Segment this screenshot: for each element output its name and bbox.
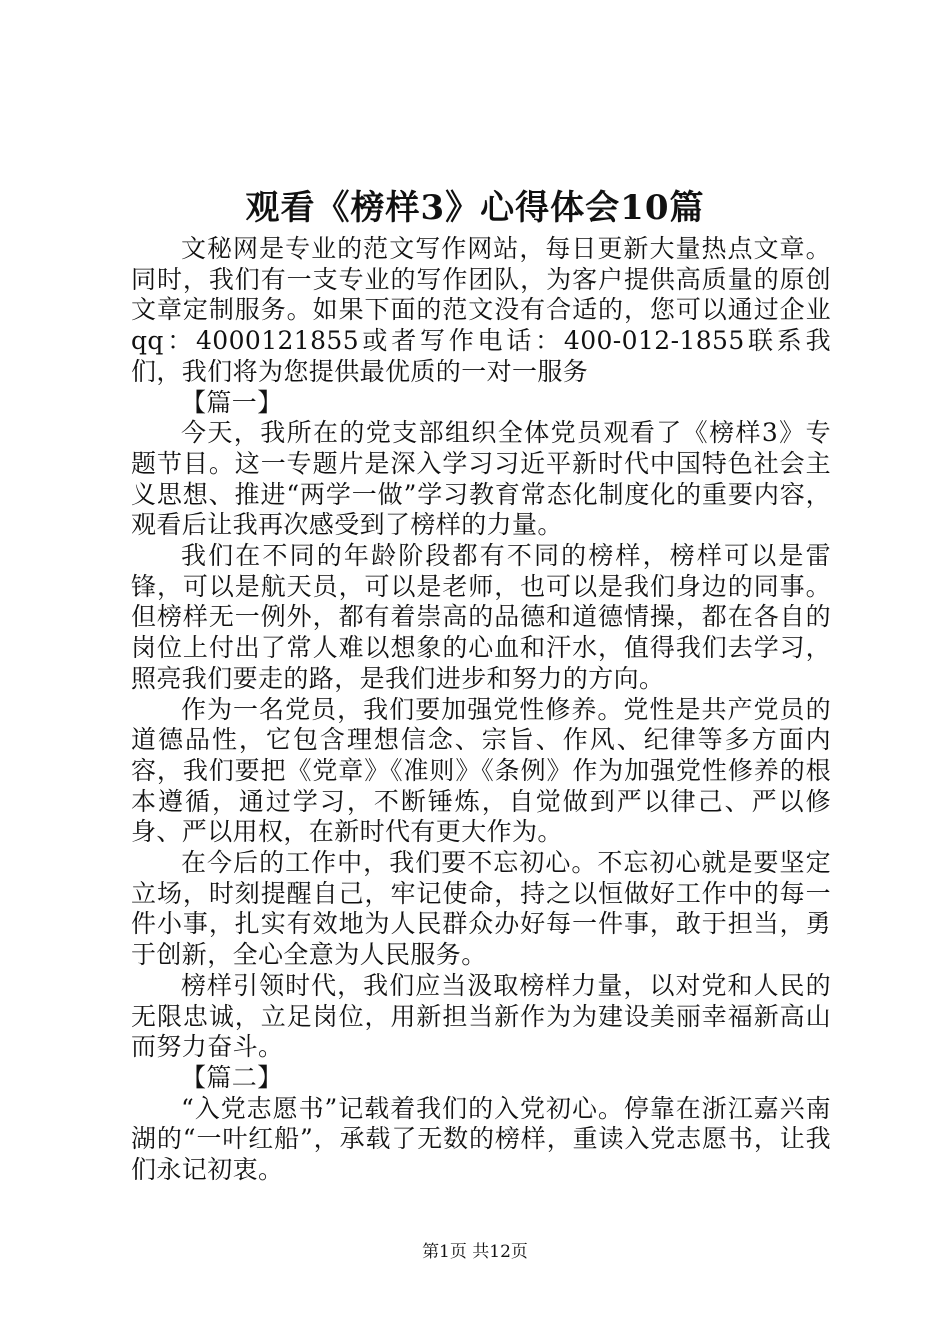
document-title: 观看《榜样3》心得体会10篇 [245,188,705,228]
section-heading-2: 【篇二】 [181,1062,283,1092]
paragraph: 今天，我所在的党支部组织全体党员观看了《榜样3》专题节目。这一专题片是深入学习习近平新时代中国特色社会主义思想、推进“两学一做”学习教育常态化制度化的重要内容，观看后让我再次感受到了榜样的力量。 [131,418,831,540]
paragraph: “入党志愿书”记载着我们的入党初心。停靠在浙江嘉兴南湖的“一叶红船”，承载了无数的榜样，重读入党志愿书，让我们永记初衷。 [131,1093,831,1185]
document-body [131,234,831,1186]
paragraph: 在今后的工作中，我们要不忘初心。不忘初心就是要坚定立场，时刻提醒自己，牢记使命，持之以恒做好工作中的每一件小事，扎实有效地为人民群众办好每一件事，敢于担当，勇于创新，全心全意为人民服务。 [131,848,831,970]
section-heading-1: 【篇一】 [181,387,283,417]
paragraph: 我们在不同的年龄阶段都有不同的榜样，榜样可以是雷锋，可以是航天员，可以是老师，也可以是我们身边的同事。但榜样无一例外，都有着崇高的品德和道德情操，都在各自的岗位上付出了常人难以想象的心血和汗水，值得我们去学习，照亮我们要走的路，是我们进步和努力的方向。 [131,541,831,693]
paragraph: 榜样引领时代，我们应当汲取榜样力量，以对党和人民的无限忠诚，立足岗位，用新担当新作为为建设美丽幸福新高山而努力奋斗。 [131,970,831,1062]
paragraph: 作为一名党员，我们要加强党性修养。党性是共产党员的道德品性，它包含理想信念、宗旨、作风、纪律等多方面内容，我们要把《党章》《准则》《条例》作为加强党性修养的根本遵循，通过学习，不断锤炼，自觉做到严以律己、严以修身、严以用权，在新时代有更大作为。 [131,694,831,847]
page-footer: 第1页 共12页 [422,1242,528,1262]
intro-paragraph: 文秘网是专业的范文写作网站，每日更新大量热点文章。同时，我们有一支专业的写作团队，为客户提供高质量的原创文章定制服务。如果下面的范文没有合适的，您可以通过企业qq：4000121855或者写作电话：400-012-1855联系我们，我们将为您提供最优质的一对一服务 [131,234,831,386]
